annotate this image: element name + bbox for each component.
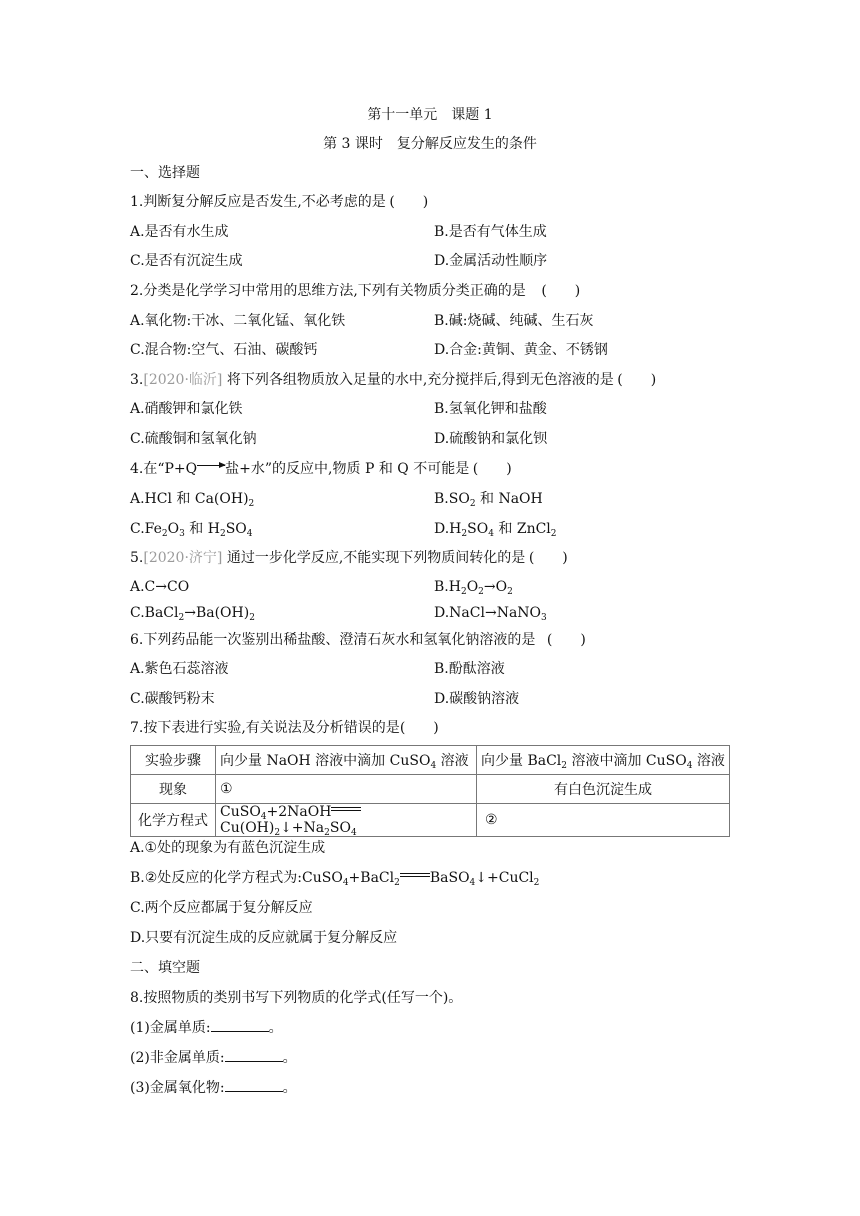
table-cell: 有白色沉淀生成 [477, 775, 730, 804]
answer-paren: ( ) [528, 550, 568, 566]
table-cell: 实验步骤 [131, 746, 216, 775]
section-heading-fill: 二、填空题 [130, 960, 200, 976]
option-d: D.碳酸钠溶液 [434, 691, 520, 707]
lesson-title: 第 3 课时 复分解反应发生的条件 [323, 136, 537, 152]
option-b: B.酚酞溶液 [434, 661, 505, 677]
option-c: C.是否有沉淀生成 [130, 253, 243, 269]
question-1 [130, 192, 432, 212]
option-d: D.只要有沉淀生成的反应就属于复分解反应 [130, 930, 398, 946]
question-stem: 将下列各组物质放入足量的水中,充分搅拌后,得到无色溶液的是 [226, 372, 614, 388]
option-b: B.碱:烧碱、纯碱、生石灰 [434, 313, 594, 329]
table-cell: ① [216, 775, 477, 804]
option-d: D.合金:黄铜、黄金、不锈钢 [434, 342, 608, 358]
unit-title: 第十一单元 课题 1 [367, 107, 493, 123]
option-c: C.硫酸铜和氢氧化钠 [130, 431, 257, 447]
answer-blank[interactable] [211, 1019, 269, 1032]
source-tag: [2020·临沂] [143, 372, 223, 388]
table-cell: ② [477, 804, 730, 837]
option-c: $C.BaCl_2\to Ba(OH)_2$ [130, 605, 255, 623]
question-stem: 1.判断复分解反应是否发生,不必考虑的是 [130, 194, 386, 210]
option-a: A.氧化物:干冰、二氧化锰、氧化铁 [130, 313, 346, 329]
option-a: A.HCl 和 $Ca(OH)_2$ [130, 491, 255, 509]
question-3: 3.[2020·临沂] 将下列各组物质放入足量的水中,充分搅拌后,得到无色溶液的是 ( ) [130, 370, 660, 390]
option-b: B.氢氧化钾和盐酸 [434, 401, 547, 417]
option-c: $C.Fe_2O_3$ 和 $H_2SO_4$ [130, 521, 253, 539]
option-b: $B.SO_2$ 和 NaOH [434, 491, 543, 509]
option-c: C.碳酸钙粉末 [130, 691, 215, 707]
answer-paren: ( ) [617, 372, 657, 388]
table-row [131, 775, 730, 804]
option-a: A.硝酸钾和氯化铁 [130, 401, 243, 417]
option-a: A.①处的现象为有蓝色沉淀生成 [130, 840, 326, 856]
answer-blank[interactable] [225, 1079, 283, 1092]
option-a: A.C→CO [130, 579, 190, 595]
question-stem: 7.按下表进行实验,有关说法及分析错误的是 [130, 720, 400, 736]
option-c: C.混合物:空气、石油、碳酸钙 [130, 342, 318, 358]
question-7 [130, 718, 439, 738]
option-d: D.NaCl→NaNO$_3$ [434, 605, 547, 623]
table-row [131, 804, 730, 837]
fill-item-3: (3)金属氧化物: 。 [130, 1080, 297, 1096]
option-a: A.是否有水生成 [130, 224, 229, 240]
fill-item-1: (1)金属单质: 。 [130, 1020, 283, 1036]
option-d: D.硫酸钠和氯化钡 [434, 431, 548, 447]
table-cell: 向少量 NaOH 溶液中滴加 CuSO$_4$ 溶液 [216, 746, 477, 775]
option-d: D.金属活动性顺序 [434, 253, 548, 269]
answer-blank[interactable] [225, 1049, 283, 1062]
option-b: $B.H_2O_2\to O_2$ [434, 579, 513, 597]
question-6 [130, 630, 589, 650]
question-stem: 通过一步化学反应,不能实现下列物质间转化的是 [226, 550, 526, 566]
question-stem: 6.下列药品能一次鉴别出稀盐酸、澄清石灰水和氢氧化钠溶液的是 [130, 632, 536, 648]
fill-item-2: (2)非金属单质: 。 [130, 1050, 297, 1066]
table-cell: 化学方程式 [131, 804, 216, 837]
reaction-arrow-icon [197, 465, 225, 466]
answer-paren: ( ) [546, 632, 586, 648]
answer-paren: ( ) [472, 461, 512, 477]
question-2 [130, 281, 584, 301]
experiment-table [130, 745, 730, 837]
option-b: B.②处反应的化学方程式为:CuSO$_4$+BaCl$_2$ BaSO$_4$↓+CuCl$_2$ [130, 870, 540, 888]
option-c: C.两个反应都属于复分解反应 [130, 900, 313, 916]
answer-paren: ( ) [389, 194, 429, 210]
option-a: A.紫色石蕊溶液 [130, 661, 229, 677]
source-tag: [2020·济宁] [143, 550, 223, 566]
option-d: $D.H_2SO_4$ 和 ZnCl$_2$ [434, 521, 557, 539]
answer-paren: ( ) [399, 720, 439, 736]
table-cell: 现象 [131, 775, 216, 804]
question-8: 8.按照物质的类别书写下列物质的化学式(任写一个)。 [130, 990, 463, 1006]
section-heading-choice: 一、选择题 [130, 165, 200, 181]
option-b: B.是否有气体生成 [434, 224, 547, 240]
table-cell: $CuSO_4+2NaOHCu(OH)_2↓+Na_2SO_4$ [216, 804, 477, 837]
question-5: 5.[2020·济宁] 通过一步化学反应,不能实现下列物质间转化的是 ( ) [130, 548, 571, 568]
question-4: 4.在“P+Q 盐+水”的反应中,物质 P 和 Q 不可能是 ( ) [130, 459, 515, 479]
question-stem: 2.分类是化学学习中常用的思维方法,下列有关物质分类正确的是 [130, 283, 526, 299]
table-row [131, 746, 730, 775]
table-cell: 向少量 BaCl$_2$ 溶液中滴加 CuSO$_4$ 溶液 [477, 746, 730, 775]
answer-paren: ( ) [541, 283, 581, 299]
equals-sign-icon [400, 873, 430, 877]
equals-sign-icon [331, 807, 361, 811]
